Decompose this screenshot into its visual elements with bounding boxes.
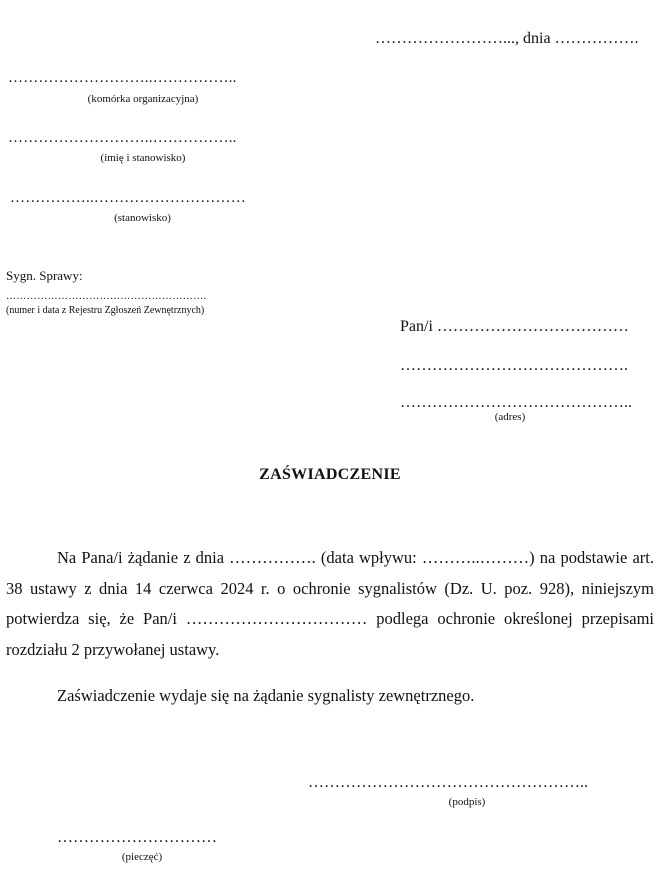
case-number-dots: …………………………………………………. — [6, 291, 207, 302]
signature-caption: (podpis) — [448, 796, 486, 808]
organizational-unit-dots: ………………………..…………….. — [8, 70, 237, 86]
signature-dots: …………………………………………….. — [308, 774, 588, 791]
organizational-unit-caption: (komórka organizacyjna) — [87, 93, 199, 105]
position-dots: ……………..………………………… — [10, 190, 246, 206]
certificate-note-paragraph: Zaświadczenie wydaje się na żądanie sygnalisty zewnętrznego. — [57, 686, 475, 705]
name-position-caption: (imię i stanowisko) — [100, 152, 186, 164]
recipient-address-line-2: …………………………………….. — [400, 394, 632, 411]
stamp-caption: (pieczęć) — [121, 851, 163, 863]
certificate-body-paragraph: Na Pana/i żądanie z dnia ……………. (data wpływu: ………..………) na podstawie art. 38 ustawy z dnia 14 czerwca 2024 r. o ochronie sygnalistów (Dz. U. poz. 928), niniejszym potwierdza się, że Pan/i …………………………… podlega ochronie określonej przepisami rozdziału 2 przywołanej ustawy. — [6, 548, 654, 659]
case-number-caption: (numer i data z Rejestru Zgłoszeń Zewnętrznych) — [6, 305, 205, 316]
case-number-label: Sygn. Sprawy: — [6, 268, 83, 283]
place-date-line: ……………………..., dnia ……………. — [375, 30, 639, 47]
stamp-dots: ………………………… — [57, 829, 217, 846]
name-position-dots: ………………………..…………….. — [8, 130, 237, 146]
recipient-address-caption: (adres) — [494, 411, 526, 423]
recipient-name-line: Pan/i ……………………………… — [400, 318, 629, 335]
position-caption: (stanowisko) — [114, 212, 171, 224]
document-title: ZAŚWIADCZENIE — [259, 466, 401, 483]
recipient-address-line-1: ……………………………………. — [400, 357, 628, 374]
